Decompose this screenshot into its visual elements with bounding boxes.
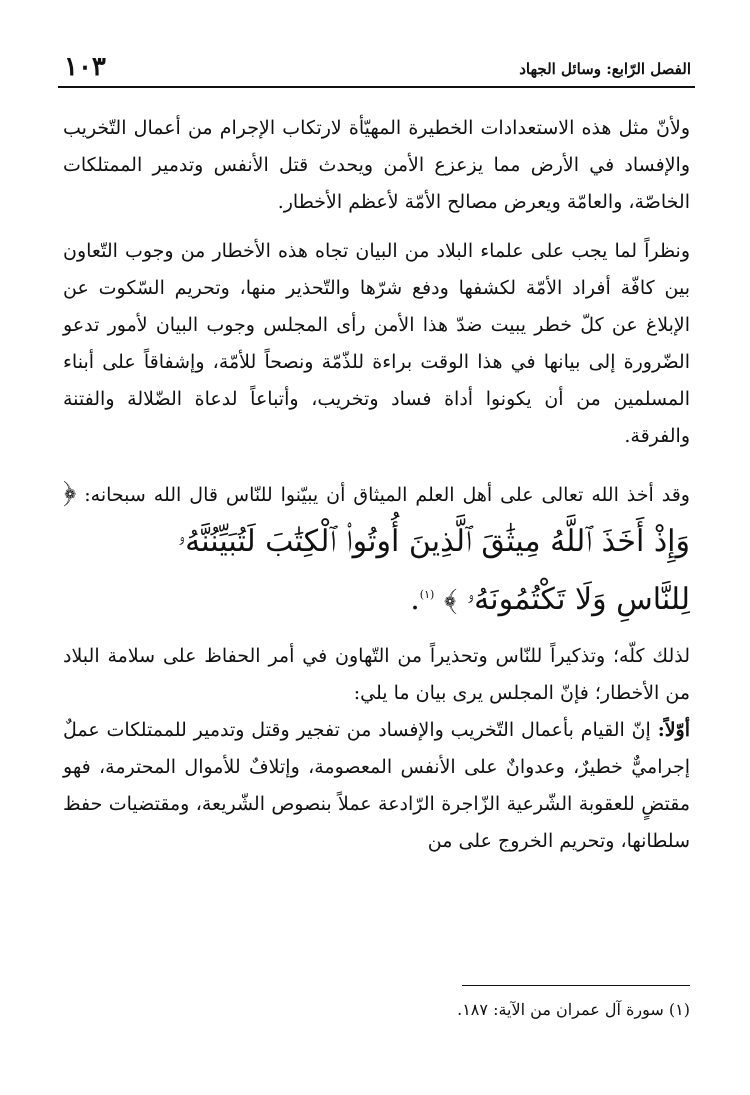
verse-end-period: . (410, 582, 420, 617)
page-body (63, 110, 690, 860)
paragraph-3-intro: وقد أخذ الله تعالى على أهل العلم الميثاق أن يبيّنوا للنّاس قال الله سبحانه: (84, 484, 690, 506)
paragraph-5-text: إنّ القيام بأعمال التّخريب والإفساد من تفجير وقتل وتدمير للممتلكات عملٌ إجراميٌّ خطيرٌ، وعدوانٌ على الأنفس المعصومة، وإتلافٌ للأموال المحترمة، فهو مقتضٍ للعقوبة الشّرعية الزّاجرة الرّادعة عملاً بنصوص الشّريعة، ومقتضيات حفظ سلطانها، وتحريم الخروج على من (63, 719, 690, 852)
header-rule (58, 86, 695, 88)
quran-verse-line-2-container (63, 567, 690, 628)
footnote-separator (462, 985, 690, 986)
paragraph-4: لذلك كلّه؛ وتذكيراً للنّاس وتحذيراً من التّهاون في أمر الحفاظ على سلامة البلاد من الأخطار؛ فإنّ المجلس يرى بيان ما يلي: (63, 645, 690, 704)
quran-verse-line-2: لِلنَّاسِ وَلَا تَكْتُمُونَهُۥ ﴾ (443, 582, 690, 617)
paragraph-5 (63, 712, 690, 860)
footnote-reference: (١) (419, 588, 435, 601)
paragraph-1: ولأنّ مثل هذه الاستعدادات الخطيرة المهيّأة لارتكاب الإجرام من أعمال التّخريب والإفساد في الأرض مما يزعزع الأمن ويحدث قتل الأنفس وتدمير الممتلكات الخاصّة، والعامّة ويعرض مصالح الأمّة لأعظم الأخطار. (63, 117, 690, 213)
chapter-title: الفصل الرّابع: وسائل الجهاد (519, 60, 691, 78)
page-header (58, 52, 695, 88)
paragraph-2: ونظراً لما يجب على علماء البلاد من البيان تجاه هذه الأخطار من وجوب التّعاون بين كافّة أفراد الأمّة لكشفها ودفع شرّها والتّحذير منها، وتحريم السّكوت عن الإبلاغ عن كلّ خطر يبيت ضدّ هذا الأمن رأى المجلس وجوب البيان لأمور تدعو الضّرورة إلى بيانها في هذا الوقت براءة للذّمّة ونصحاً للأمّة، وإشفاقاً على أبناء المسلمين من أن يكونوا أداة فساد وتخريب، وأتباعاً لدعاة الضّلالة والفتنة والفرقة. (63, 240, 690, 447)
paragraph-5-label: أوّلاً: (657, 719, 690, 741)
quran-verse-line-1: ﴿ وَإِذْ أَخَذَ ٱللَّهُ مِيثَٰقَ ٱلَّذِينَ أُوتُوا۟ ٱلْكِتَٰبَ لَتُبَيِّنُنَّهُۥ (63, 474, 690, 559)
page-number: ١٠٣ (64, 52, 106, 82)
footnote: (١) سورة آل عمران من الآية: ١٨٧. (457, 1000, 690, 1019)
paragraph-3 (63, 467, 690, 567)
